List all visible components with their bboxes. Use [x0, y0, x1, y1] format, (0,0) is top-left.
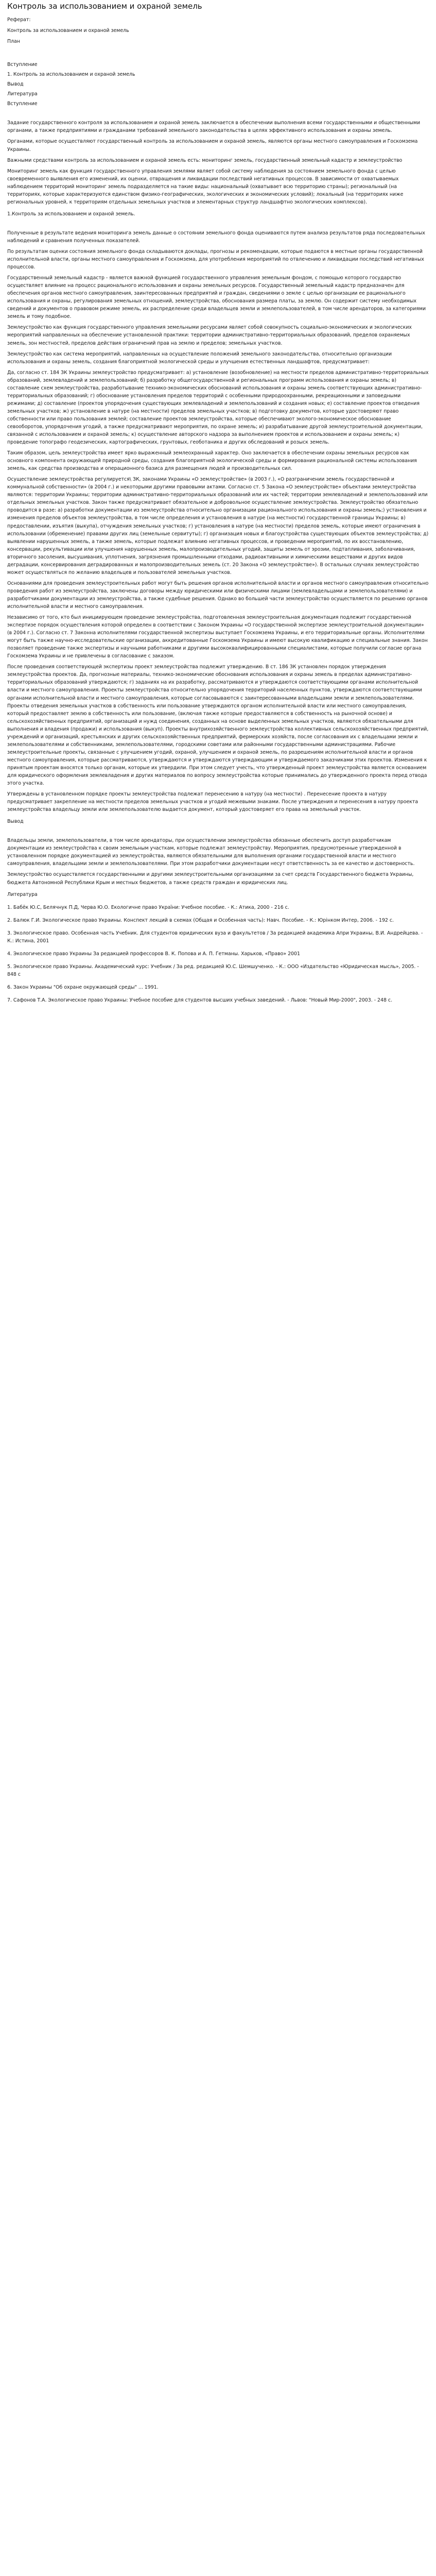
toc-item: Вступление — [7, 62, 38, 68]
paragraph: Задание государственного контроля за использованием и охраной земель заключается в обеспечении выполнения всеми государственными и общественными органами, а также предприятиями и гражданами требований земельного законодательства в целях эффективного использования и охраны земель. — [7, 120, 421, 134]
section-heading: 1.Контроль за использованием и охраной земель. — [7, 211, 135, 217]
literature-item: 4. Экологическое право Украины За редакцией профессоров В. К. Попова и А. П. Гетманы. Харьков, «Право» 2001 — [7, 951, 300, 957]
meta-topic: Контроль за использованием и охраной земель — [7, 28, 129, 34]
literature-item: 2. Балюк Г.И. Экологическое право Украины. Конспект лекций в схемах (Общая и Особенная часть): Навч. Пособие. - К.: Юрінком Интер, 2006. - 192 с. — [7, 917, 394, 923]
paragraph: Землеустройство как система мероприятий, направленных на осуществление положений земельного законодательства, относительно организации использования и охраны земель, создания благоприятной экологической среды и улучшения естественных ландшафтов, предусматривает: — [7, 351, 392, 365]
document-page — [0, 0, 436, 1025]
paragraph: По результатам оценки состояния земельного фонда складываются доклады, прогнозы и рекомендации, которые подаются в местные органы государственной исполнительной власти, органы местного самоуправления и Госкомзема, для употребления мероприятий по отвлечению и ликвидации последствий негативных процессов. — [7, 248, 424, 270]
literature-list — [7, 904, 429, 1004]
document-meta — [7, 16, 429, 45]
document-title: Контроль за использованием и охраной земель — [7, 2, 202, 11]
paragraph: Да, согласно ст. 184 ЗК Украины землеустройство предусматривает: а) установление (возобновление) на местности пределов административно-территориальных образований, землевладений и землепользований; б) разработку общегосударственной и региональных программ использования и охраны земель; в) составление схем землеустройства, разработывание технико-экономических обоснований использования и охраны земель соответствующих административно-территориальных образований; г) обоснование установления пределов территорий с особенными природоохранными, рекреационными и заповедными режимами; д) составление (проектов упорядочения существующих землевладений и землепользований и создания новых; е) составление проектов отведения земельных участков; ж) установление в натуре (на местности) пределов земельных участков; в) подготовку документов, которые удостоверяют право собственности или право пользования землей; составление проектов землеустройства, которые обеспечивают эколого-экономическое обоснование севооборотов, упорядочения угодий, а также предусматривают мероприятия, по охране земель; и) разрабатывание другой землеустроительной документации, связанной с использованием и охраной земель; к) осуществление авторского надзора за выполнением проектов и использованием и охраны земель; к) проведение топографо геодезических, картографических, грунтовых, геоботаника и других обследований и розыск земель. — [7, 369, 429, 446]
main-section — [7, 229, 429, 814]
paragraph: Мониторинг земель как функция государственного управления землями являет собой систему наблюдения за состоянием земельного фонда с целью своевременного выявления его изменений, их оценки, отвращения и ликвидации последствий негативных процессов. В зависимости от охватываемых наблюдением территорий мониторинг земель подразделяется на такие виды: национальный (охватывает всю территорию страны); региональный (на территориях, которые характеризуются единством физико-географических, экологических и экономических условий); локальный (на территориях ниже региональных уровней, к территориям отдельных земельных участков и элементарных структур ландшафтно экологических комплексов). — [7, 168, 404, 205]
paragraph: Независимо от того, кто был инициирующем проведение землеустройства, подготовленная землеустроительная документация подлежит государственной экспертизе порядок осуществления которой определен в соответствии с Законом Украины «О государственной экспертизе землеустроительной документации» (в 2004 г.). Согласно ст. 7 Законна исполнителями государственной экспертизы выступает Госкомзема Украины, и его территориальные органы. Исполнителями могут быть также научно-исследовательские организации, аккредитованные Госкомзема Украины и имеют высокую квалификацию и специальные знания. Закон позволяет проведение также экспертизы и научными работниками и другими высококвалифицированными специалистами, которые получили согласие органа Госкомзема Украины и не привлечены в согласование с заказом. — [7, 615, 428, 659]
intro-section — [7, 119, 429, 206]
paragraph: Землеустройство как функция государственного управления земельными ресурсами являет собой совокупность социально-экономических и экологических мероприятий направленных на обеспечение установленной практики: территории административно-территориальных образований, пределов охраняемых земель, зон местностей, пределов действия ограничений прав на землю и пределов; земельных участков. — [7, 325, 412, 346]
literature-item: 1. Бабёк Ю.С, Белячнук П.Д, Черва Ю.О. Екологичне право України: Учебное пособие. - К.: Атика, 2000 - 216 с. — [7, 904, 289, 910]
paragraph: Утверждены в установленном порядке проекты землеустройства подлежат перенесению в натуру (на местности) . Перенесение проекта в натуру предусматривает закрепление на местности пределов земельных участков и угодий межевыми знаками. После утверждения и перенесения в натуру проекта землеустройства владельцу земли или землепользователю выдается документ, который удостоверяет его права на земельный участок. — [7, 791, 418, 813]
paragraph: Осуществление землеустройства регулируется\ ЗК, законами Украины «О землеустройстве» (в 2003 г.), «О разграничении земель государственной и коммунальной собственности» (в 2004 г.) и некоторыми другими правовыми актами. Согласно ст. 5 Закона «О землеустройстве» объектами землеустройства являются: территории Украины; территории административно-территориальных образований или их частей; территории землевладений и землепользований или отдельных земельных участков. Закон также предусматривает обязательное и добровольное осуществление землеустройства. Землеустройство обязательно проводится в разе: а) разработки документации из землеустройства относительно организации рационального использования и охраны земель;) установления и изменения пределов объектов землеустройства, в том числе определения и установления в натуре (на местности) государственной границы Украины; в) предоставлении, изъятия (выкупа), отчуждения земельных участков; г) установления в натуре (на местности) пределов земель, которые имеют ограничения в использовании (обременение) правами других лиц (земельные сервитуты); г) организация новых и благоустройства существующих объектов землеустройства; д) выявлении нарушенных земель, а также земель, которые подлежат влиянию негативных процессов, и проведении мероприятий, по их восстановлению, консервации, рекультивации или улучшения нарушенных земель, малопроизводительных угодий, защиты земель от эрозии, подтапливания, заболачивания, вторичного засоления, высушивания, уплотнения, загрязнения промышленными отходами, радиоактивными и химическими веществами и других видов деградации, консервирования деградированных и малопроизводительных земель (ст. 20 Закона «О землеустройстве»). В остальных случаях землеустройство может осуществляться по желанию владельцев и пользователей земельных участков. — [7, 477, 429, 575]
literature-item: 6. Закон Украины "Об охране окружающей среды" ... 1991. — [7, 984, 159, 990]
paragraph: Органами, которые осуществляют государственный контроль за использованием и охраной земель, являются органы местного самоуправления и Госкомзема Украины. — [7, 139, 418, 152]
toc-item: 1. Контроль за использованием и охраной земель — [7, 72, 135, 78]
literature-item: 3. Экологическое право. Особенная часть Учебник. Для студентов юридических вуза и факультетов / За редакцией академика Апри Украины, В.И. Андрейцева. - К.: Истина, 2001 — [7, 930, 423, 944]
paragraph: Важными средствами контроль за использованием и охраной земель есть: мониторинг земель, государственный земельный кадастр и землеустройство — [7, 157, 403, 163]
paragraph: Государственный земельный кадастр - является важной функцией государственного управления земельным фондом, с помощью которого государство осуществляет влияние на процесс рационального использования и охраны земельных ресурсов. Государственный земельный кадастр предназначен для обеспечения органов местного самоуправления, заинтересованных предприятий и граждан, сведениями о земле с целью организации ее рационального использования и охраны, регулирования земельных отношений, землеустройства, обоснования размера платы, за землю. Он содержит систему необходимых сведений и документов о правовом режиме земель, их распределение среди владельцев земли и землепользователей, в том числе арендаторов, за категориями земель и тому подобное. — [7, 275, 426, 320]
literature-item: 5. Экологическое право Украины. Академический курс: Учебник / За ред. редакцией Ю.С. Шемшученко. - К.: ООО «Издательство «Юридическая мысль», 2005. - 848 с — [7, 963, 419, 977]
paragraph: После проведения соответствующей экспертизы проект землеустройства подлежит утверждению. В ст. 186 ЗК установлен порядок утверждения землеустройства проектов. Да, прогнозные материалы, технико-экономические обоснования использования и охраны земель в пределах административно-территориальных образований утверждаются; г) заданиях на их разработку, рассматриваются и утверждаются соответствующими органами исполнительной власти и местного самоуправления. Проекты землеустройства относительно упорядочения территорий населенных пунктов, утверждаются соответствующими органами исполнительной власти и местного самоуправления, которые согласовываются с заинтересованными владельцами земли и землепользователями. Проекты отведения земельных участков в собственность или пользование утверждаются органом исполнительной власти или местного самоуправления, который предоставляет землю в собственность или пользование, (включая также которые предоставляются в собственность на рыночной основе) и сельскохозяйственных предприятий, организаций и нужд соединения, созданных на основе выделенных земельных участков, являются обязательными для выполнения и владения (продажи) и использования (выкуп). Проекты внутрихозяйственного землеустройства коллективных сельскохозяйственных предприятий, учреждений и организаций, крестьянских и других сельскохозяйственных предприятий, фермерских хозяйств, после согласования их с владельцами земли и землепользователями и собственниками, землепользователями, городскими советами или районными государственными администрациями. Рабочие землеустроительные проекты, связанные с улучшением угодий, охраной, улучшением и охраной земель, по разрешениям исполнительной власти и органов местного самоуправления, которые рассматриваются, утверждаются и утверждаются утверждающим и утверждаемого заказчиками этих проектов. Изменения к принятым проектам вносятся только органам, которые их утвердили. При этом следует учесть, что утвержденный проект землеустройства является основанием для юридического оформления землевладения и других материалов по вопросу землеустройства которые принимались до утвержденного проекта перед отвода этого участка. — [7, 664, 429, 787]
toc-item: Вступление — [7, 101, 38, 107]
paragraph: Таким образом, цель землеустройства имеет ярко выраженный землеохранный характер. Оно заключается в обеспечении охраны земельных ресурсов как основного компонента окружающей природной среды, создания благоприятной экологической среды и формирования рациональной системы использования земель, как средства производства и операционного базиса для размещения людей и производительных сил. — [7, 450, 417, 472]
conclusion-section — [7, 837, 429, 886]
paragraph: Владельцы земли, землепользователи, в том числе арендаторы, при осуществлении землеустройства обязанные обеспечить доступ разработчикам документации из землеустройства к своим земельным участкам, которые подлежат землеустройству. Мероприятия, предусмотренные утвержденной в установленном порядке документацией из землеустройства, являются обязательными для выполнения органами государственной власти и местного самоуправления, владельцами земли и землепользователями. При этом разработчики документации несут ответственность за ее качество и достоверность. — [7, 838, 415, 867]
paragraph: Полученные в результате ведения мониторинга земель данные о состоянии земельного фонда оцениваются путем анализа результатов ряда последовательных наблюдений и сравнения полученных показателей. — [7, 230, 425, 244]
literature-item: 7. Сафонов Т.А. Экологическое право Украины: Учебное пособие для студентов высших учебных заведений. - Львов: "Новый Мир-2000", 2003. - 248 с. — [7, 997, 393, 1003]
toc-item: Вывод — [7, 81, 24, 88]
conclusion-heading: Вывод — [7, 819, 24, 825]
meta-label: Реферат: — [7, 17, 31, 23]
paragraph: Землеустройство осуществляется государственными и другими землеустроительными организациями за счет средств Государственного бюджета Украины, бюджета Автономной Республики Крым и местных бюджетов, а также средств граждан и юридических лиц. — [7, 872, 414, 886]
paragraph: Основаниями для проведения землеустроительных работ могут быть решения органов исполнительной власти и органов местного самоуправления относительно проведения работ из землеустройства, заключены договоры между юридическими или физическими лицами (землевладельцами и землепользователями) и разработчиками документации из землеустройства, а также судебные решения. Однако во большей части землеустройство осуществляется по решению органов исполнительной власти и местного самоуправления. — [7, 580, 429, 609]
literature-heading: Литература — [7, 891, 38, 897]
table-of-contents — [7, 61, 429, 108]
meta-plan: План — [7, 39, 20, 45]
toc-item: Литература — [7, 91, 38, 97]
